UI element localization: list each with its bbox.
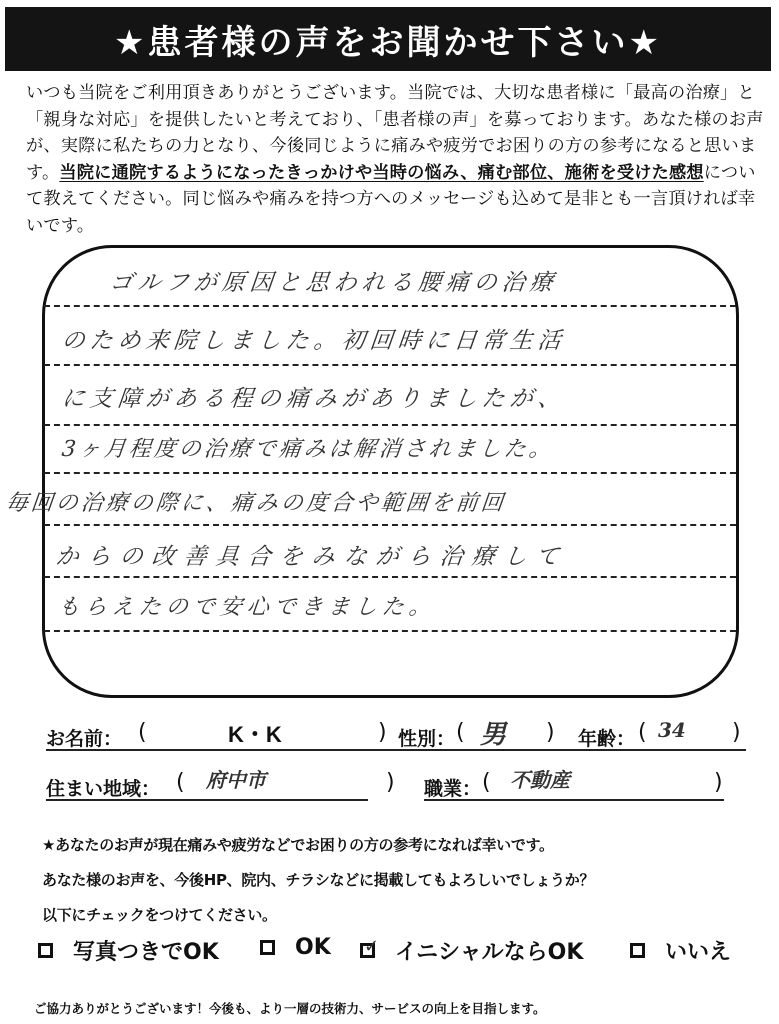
checkbox-icon[interactable] [38,943,53,958]
field-row-location [46,770,746,806]
option-label: 写真つきでOK [73,940,219,965]
page-title: ★患者様の声をお聞かせ下さい★ [114,22,662,63]
checkbox-checked-icon[interactable] [360,936,380,958]
intro-text-2: について教えてください。同じ悩みや痛みを持つ方へのメッセージも込めて是非とも一言頂ければ幸いです。 [26,162,756,236]
gender-value[interactable]: 男 [480,720,507,750]
ruled-line [44,424,736,426]
consent-line-1: ★あなたのお声が現在痛みや疲労などでお困りの方の参考になれば幸いです。 [42,836,554,854]
publish-consent-options [38,935,758,971]
consent-line-3: 以下にチェックをつけてください。 [42,906,277,924]
area-label: 住まい地域： [46,778,161,800]
intro-paragraph [26,80,766,239]
field-underline [46,749,746,751]
ruled-line [44,364,736,366]
field-underline [424,799,724,801]
field-underline [46,799,368,801]
consent-line-2: あなた様のお声を、今後HP、院内、チラシなどに掲載してもよろしいでしょうか？ [42,871,595,889]
option-initials-ok[interactable] [360,935,583,966]
testimonial-line: に支障がある程の痛みがありましたが、 [60,386,568,412]
testimonial-line: 毎回の治療の際に、痛みの度合や範囲を前回 [4,491,508,516]
intro-text-1: いつも当院をご利用頂きありがとうございます。当院では、大切な患者様に「最高の治療」と「親身な対応」を提供したいと考えており、「患者様の声」を募っております。あなた様のお声が、実際に私たちの力となり、今後同じように痛みや疲労でお困りの方の参考になると思います。 [26,83,764,183]
paren: ( [176,770,185,795]
ruled-line [44,576,736,578]
testimonial-line: ゴルフが原因と思われる腰痛の治療 [108,270,560,296]
name-label: お名前： [46,728,123,750]
check-mark-icon: ✓ [364,936,380,957]
gender-label: 性別： [398,728,456,750]
option-label: イニシャルならOK [395,940,584,965]
area-value[interactable]: 府中市 [206,768,266,792]
option-photo-ok[interactable] [38,935,219,966]
paren: ) [714,770,723,795]
ruled-line [44,524,736,526]
header-banner [5,7,771,71]
job-value[interactable]: 不動産 [510,768,570,792]
option-label: OK [295,935,331,960]
option-ok[interactable] [260,935,331,960]
paren: ) [546,720,555,745]
ruled-line [44,472,736,474]
testimonial-line: のため来院しました。初回時に日常生活 [60,328,568,354]
paren: ) [378,720,387,745]
testimonial-line: もらえたので安心できました。 [56,595,438,620]
checkbox-icon[interactable] [260,940,275,955]
field-row-personal [46,720,746,756]
testimonial-line: からの改善具合をみながら治療して [54,544,570,570]
testimonial-line: 3ヶ月程度の治療で痛みは解消されました。 [60,437,556,462]
paren: ) [386,770,395,795]
age-label: 年齢： [578,728,636,750]
paren: ) [732,720,741,745]
paren: ( [456,720,465,745]
age-value[interactable]: 34 [658,718,686,742]
paren: ( [138,720,147,745]
job-label: 職業： [424,778,482,800]
footer-thanks: ご協力ありがとうございます！今後も、より一層の技術力、サービスの向上を目指します。 [34,1001,546,1016]
option-no[interactable] [630,935,731,966]
ruled-line [44,305,736,307]
checkbox-icon[interactable] [630,943,645,958]
name-value[interactable]: K・K [228,722,282,747]
intro-emphasis: 当院に通院するようになったきっかけや当時の悩み、痛む部位、施術を受けた感想 [59,162,704,183]
paren: ( [482,770,491,795]
option-label: いいえ [665,940,732,965]
ruled-line [44,630,736,632]
paren: ( [638,720,647,745]
